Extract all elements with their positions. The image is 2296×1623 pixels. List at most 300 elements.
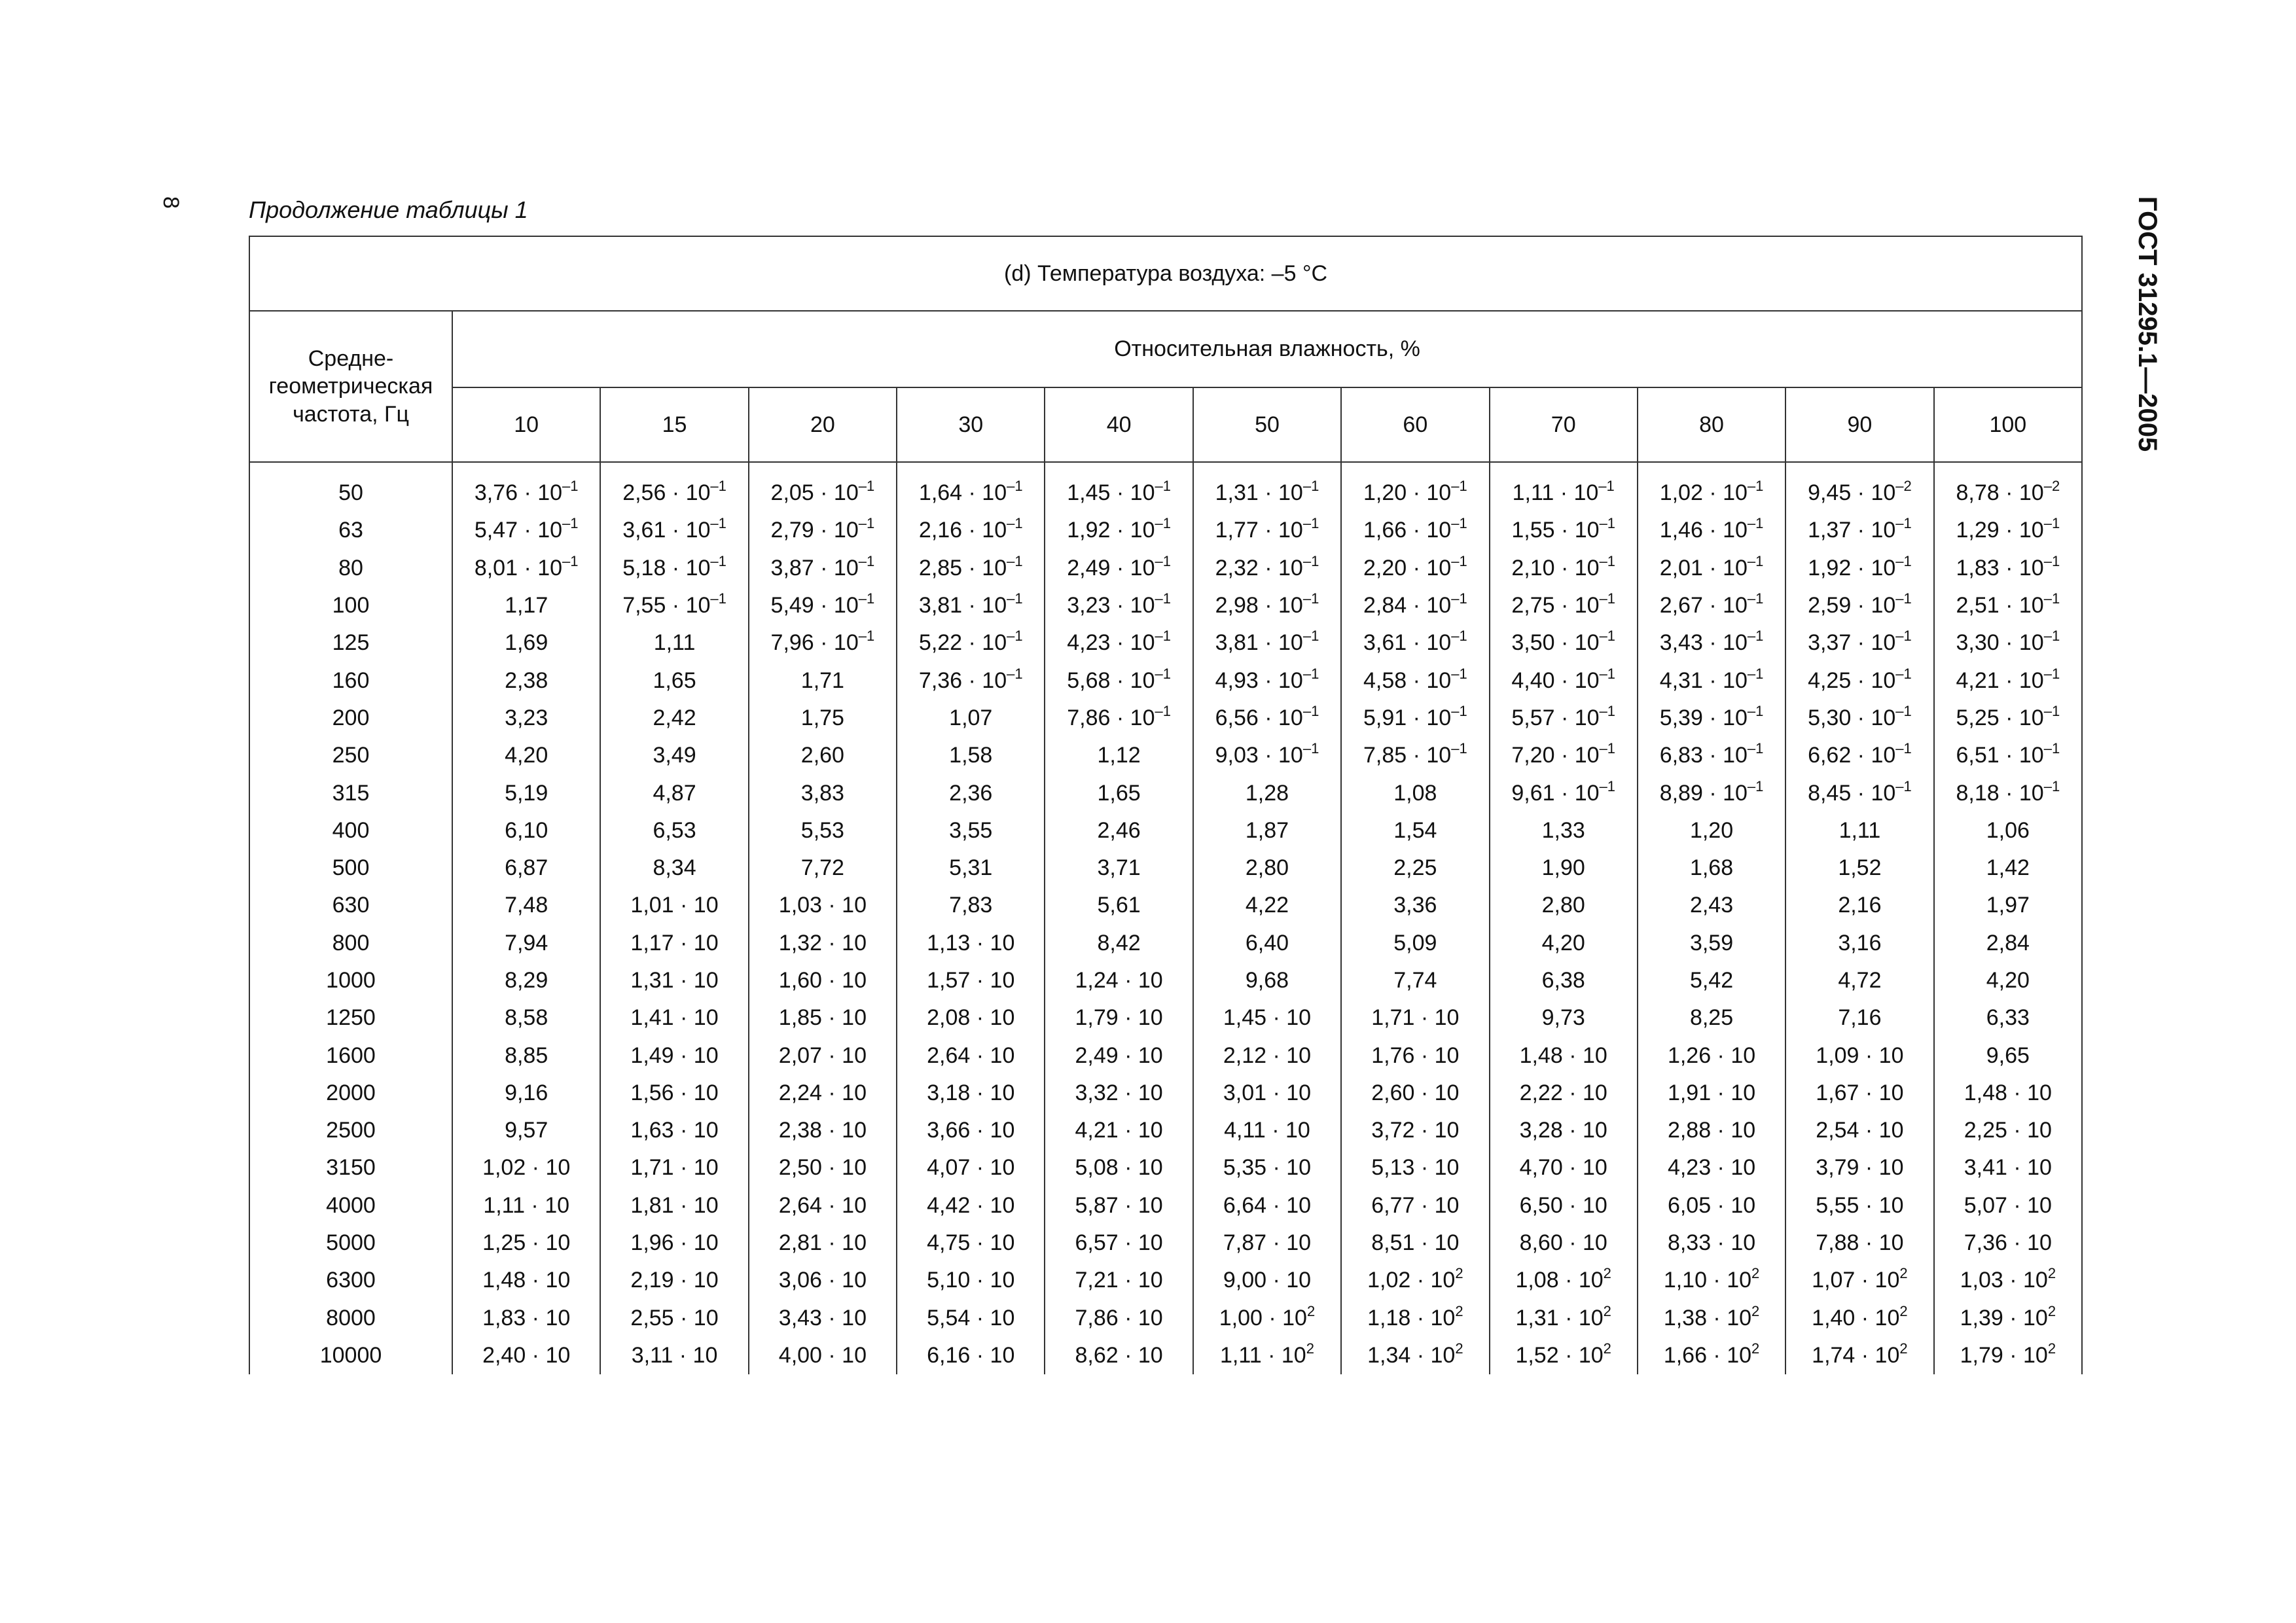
value-cell: $1,39 \cdot 10^2$ xyxy=(1934,1300,2083,1337)
value-cell: 2,84 xyxy=(1934,925,2083,962)
exponent: –1 xyxy=(1895,665,1912,682)
value-cell: $2,75 \cdot 10^{-1}$ xyxy=(1490,587,1638,624)
value-cell: 1,71 xyxy=(749,662,897,699)
table-row xyxy=(249,812,2082,849)
value-cell: 6,77 · 10 xyxy=(1341,1187,1489,1224)
value-cell: 3,49 xyxy=(600,737,748,774)
exponent: –1 xyxy=(1155,478,1171,495)
value-cell: 1,25 · 10 xyxy=(452,1224,600,1262)
value-cell: $5,25 \cdot 10^{-1}$ xyxy=(1934,700,2083,737)
exponent: –1 xyxy=(1895,777,1912,794)
value-cell: $1,83 \cdot 10^{-1}$ xyxy=(1934,550,2083,587)
table-row xyxy=(249,962,2082,999)
value-cell: 2,80 xyxy=(1490,887,1638,924)
exponent: –1 xyxy=(1302,665,1319,682)
value-cell: 3,59 xyxy=(1638,925,1785,962)
value-cell: 1,11 xyxy=(600,624,748,662)
exponent: –1 xyxy=(1747,478,1764,495)
value-cell: 1,79 · 10 xyxy=(1045,999,1193,1037)
exponent: –1 xyxy=(1747,777,1764,794)
frequency-cell: 400 xyxy=(249,812,452,849)
exponent: –1 xyxy=(1747,665,1764,682)
exponent: 2 xyxy=(1306,1340,1314,1357)
value-cell: 4,70 · 10 xyxy=(1490,1149,1638,1186)
value-cell: 1,90 xyxy=(1490,849,1638,887)
value-cell: 6,16 · 10 xyxy=(897,1337,1045,1374)
value-cell: 2,49 · 10 xyxy=(1045,1037,1193,1074)
frequency-cell: 160 xyxy=(249,662,452,699)
exponent: –1 xyxy=(1451,665,1467,682)
value-cell: 1,28 xyxy=(1193,774,1341,812)
exponent: –1 xyxy=(1302,515,1319,532)
page-number: 8 xyxy=(158,196,183,209)
exponent: –1 xyxy=(1895,552,1912,569)
value-cell: 2,42 xyxy=(600,700,748,737)
table-row xyxy=(249,587,2082,624)
value-cell: 6,50 · 10 xyxy=(1490,1187,1638,1224)
value-cell: $2,32 \cdot 10^{-1}$ xyxy=(1193,550,1341,587)
frequency-cell: 1250 xyxy=(249,999,452,1037)
value-cell: 9,57 xyxy=(452,1112,600,1149)
value-cell: $2,98 \cdot 10^{-1}$ xyxy=(1193,587,1341,624)
value-cell: 1,03 · 10 xyxy=(749,887,897,924)
exponent: –1 xyxy=(1747,740,1764,757)
value-cell: 4,72 xyxy=(1785,962,1933,999)
exponent: –1 xyxy=(1599,590,1616,607)
table-row xyxy=(249,474,2082,512)
exponent: –1 xyxy=(858,515,875,532)
value-cell: 1,57 · 10 xyxy=(897,962,1045,999)
value-cell: 1,32 · 10 xyxy=(749,925,897,962)
value-cell: 5,08 · 10 xyxy=(1045,1149,1193,1186)
value-cell: 3,72 · 10 xyxy=(1341,1112,1489,1149)
exponent: –1 xyxy=(1451,740,1467,757)
exponent: –1 xyxy=(710,515,726,532)
exponent: –1 xyxy=(1302,628,1319,645)
exponent: –1 xyxy=(1895,515,1912,532)
humidity-column-header: 40 xyxy=(1045,387,1193,462)
value-cell: 6,64 · 10 xyxy=(1193,1187,1341,1224)
exponent: –1 xyxy=(1451,628,1467,645)
exponent: –1 xyxy=(1451,552,1467,569)
value-cell: $4,40 \cdot 10^{-1}$ xyxy=(1490,662,1638,699)
value-cell: 1,48 · 10 xyxy=(1490,1037,1638,1074)
frequency-cell: 80 xyxy=(249,550,452,587)
value-cell: 4,21 · 10 xyxy=(1045,1112,1193,1149)
exponent: 2 xyxy=(1899,1302,1908,1319)
table-row xyxy=(249,774,2082,812)
exponent: –1 xyxy=(710,552,726,569)
value-cell: 2,19 · 10 xyxy=(600,1262,748,1299)
value-cell: 1,97 xyxy=(1934,887,2083,924)
value-cell: $1,34 \cdot 10^2$ xyxy=(1341,1337,1489,1374)
value-cell: $1,74 \cdot 10^2$ xyxy=(1785,1337,1933,1374)
value-cell: $1,92 \cdot 10^{-1}$ xyxy=(1045,512,1193,549)
table-row xyxy=(249,1300,2082,1337)
value-cell: $5,91 \cdot 10^{-1}$ xyxy=(1341,700,1489,737)
value-cell: 8,29 xyxy=(452,962,600,999)
value-cell: 1,75 xyxy=(749,700,897,737)
humidity-column-header: 30 xyxy=(897,387,1045,462)
value-cell: 1,96 · 10 xyxy=(600,1224,748,1262)
value-cell: 7,36 · 10 xyxy=(1934,1224,2083,1262)
frequency-cell: 500 xyxy=(249,849,452,887)
value-cell: $1,38 \cdot 10^2$ xyxy=(1638,1300,1785,1337)
exponent: –1 xyxy=(1155,665,1171,682)
frequency-column-header: Средне- геометрическая частота, Гц xyxy=(249,311,452,462)
value-cell: 9,00 · 10 xyxy=(1193,1262,1341,1299)
value-cell: 3,41 · 10 xyxy=(1934,1149,2083,1186)
value-cell: 7,74 xyxy=(1341,962,1489,999)
value-cell: 1,49 · 10 xyxy=(600,1037,748,1074)
value-cell: 1,24 · 10 xyxy=(1045,962,1193,999)
humidity-column-header: 90 xyxy=(1785,387,1933,462)
humidity-column-header: 50 xyxy=(1193,387,1341,462)
value-cell: $6,83 \cdot 10^{-1}$ xyxy=(1638,737,1785,774)
table-row xyxy=(249,999,2082,1037)
value-cell: $1,79 \cdot 10^2$ xyxy=(1934,1337,2083,1374)
frequency-cell: 1000 xyxy=(249,962,452,999)
exponent: –1 xyxy=(1451,478,1467,495)
value-cell: $3,81 \cdot 10^{-1}$ xyxy=(897,587,1045,624)
frequency-cell: 50 xyxy=(249,474,452,512)
value-cell: 5,55 · 10 xyxy=(1785,1187,1933,1224)
exponent: –1 xyxy=(1599,702,1616,719)
value-cell: $1,29 \cdot 10^{-1}$ xyxy=(1934,512,2083,549)
value-cell: 9,68 xyxy=(1193,962,1341,999)
humidity-column-header: 80 xyxy=(1638,387,1785,462)
frequency-cell: 100 xyxy=(249,587,452,624)
value-cell: 1,76 · 10 xyxy=(1341,1037,1489,1074)
value-cell: $4,25 \cdot 10^{-1}$ xyxy=(1785,662,1933,699)
value-cell: 7,88 · 10 xyxy=(1785,1224,1933,1262)
humidity-group-header: Относительная влажность, % xyxy=(452,311,2082,387)
value-cell: 9,16 xyxy=(452,1075,600,1112)
table-row xyxy=(249,1187,2082,1224)
value-cell: 6,38 xyxy=(1490,962,1638,999)
table-row xyxy=(249,1149,2082,1186)
value-cell: $2,20 \cdot 10^{-1}$ xyxy=(1341,550,1489,587)
value-cell: 3,32 · 10 xyxy=(1045,1075,1193,1112)
exponent: –1 xyxy=(1302,702,1319,719)
exponent: –1 xyxy=(562,552,579,569)
value-cell: 1,45 · 10 xyxy=(1193,999,1341,1037)
frequency-cell: 630 xyxy=(249,887,452,924)
value-cell: 8,85 xyxy=(452,1037,600,1074)
value-cell: $2,59 \cdot 10^{-1}$ xyxy=(1785,587,1933,624)
exponent: –1 xyxy=(1895,740,1912,757)
value-cell: 8,58 xyxy=(452,999,600,1037)
value-cell: 2,60 xyxy=(749,737,897,774)
value-cell: 1,48 · 10 xyxy=(452,1262,600,1299)
value-cell: $1,18 \cdot 10^2$ xyxy=(1341,1300,1489,1337)
value-cell: 1,67 · 10 xyxy=(1785,1075,1933,1112)
exponent: –1 xyxy=(1599,777,1616,794)
value-cell: $5,68 \cdot 10^{-1}$ xyxy=(1045,662,1193,699)
exponent: –1 xyxy=(1599,552,1616,569)
frequency-cell: 315 xyxy=(249,774,452,812)
value-cell: $6,56 \cdot 10^{-1}$ xyxy=(1193,700,1341,737)
value-cell: 4,20 xyxy=(452,737,600,774)
value-cell: 1,71 · 10 xyxy=(1341,999,1489,1037)
frequency-cell: 2000 xyxy=(249,1075,452,1112)
value-cell: $1,92 \cdot 10^{-1}$ xyxy=(1785,550,1933,587)
value-cell: $2,16 \cdot 10^{-1}$ xyxy=(897,512,1045,549)
value-cell: $1,66 \cdot 10^2$ xyxy=(1638,1337,1785,1374)
value-cell: $2,56 \cdot 10^{-1}$ xyxy=(600,474,748,512)
exponent: –1 xyxy=(1599,740,1616,757)
value-cell: $5,30 \cdot 10^{-1}$ xyxy=(1785,700,1933,737)
exponent: –1 xyxy=(1451,702,1467,719)
value-cell: 2,54 · 10 xyxy=(1785,1112,1933,1149)
value-cell: 2,81 · 10 xyxy=(749,1224,897,1262)
value-cell: 4,20 xyxy=(1490,925,1638,962)
value-cell: 3,55 xyxy=(897,812,1045,849)
table-row xyxy=(249,662,2082,699)
value-cell: 4,07 · 10 xyxy=(897,1149,1045,1186)
exponent: 2 xyxy=(1899,1340,1908,1357)
value-cell: $1,31 \cdot 10^2$ xyxy=(1490,1300,1638,1337)
value-cell: 9,73 xyxy=(1490,999,1638,1037)
value-cell: 1,60 · 10 xyxy=(749,962,897,999)
humidity-column-header: 100 xyxy=(1934,387,2083,462)
table-row xyxy=(249,1075,2082,1112)
value-cell: 5,31 xyxy=(897,849,1045,887)
exponent: –1 xyxy=(1007,590,1023,607)
value-cell: $1,31 \cdot 10^{-1}$ xyxy=(1193,474,1341,512)
exponent: 2 xyxy=(2047,1265,2056,1282)
exponent: 2 xyxy=(1751,1302,1760,1319)
exponent: –1 xyxy=(858,478,875,495)
value-cell: $7,20 \cdot 10^{-1}$ xyxy=(1490,737,1638,774)
value-cell: 4,42 · 10 xyxy=(897,1187,1045,1224)
value-cell: $3,50 \cdot 10^{-1}$ xyxy=(1490,624,1638,662)
value-cell: 1,68 xyxy=(1638,849,1785,887)
value-cell: 4,00 · 10 xyxy=(749,1337,897,1374)
value-cell: $5,47 \cdot 10^{-1}$ xyxy=(452,512,600,549)
value-cell: 5,35 · 10 xyxy=(1193,1149,1341,1186)
value-cell: 1,41 · 10 xyxy=(600,999,748,1037)
value-cell: $1,07 \cdot 10^2$ xyxy=(1785,1262,1933,1299)
exponent: 2 xyxy=(2047,1340,2056,1357)
exponent: –1 xyxy=(1007,478,1023,495)
exponent: –1 xyxy=(1007,515,1023,532)
value-cell: 7,21 · 10 xyxy=(1045,1262,1193,1299)
exponent: –1 xyxy=(1747,590,1764,607)
exponent: –1 xyxy=(1007,552,1023,569)
value-cell: 5,13 · 10 xyxy=(1341,1149,1489,1186)
frequency-cell: 8000 xyxy=(249,1300,452,1337)
value-cell: 1,71 · 10 xyxy=(600,1149,748,1186)
exponent: –1 xyxy=(1451,590,1467,607)
value-cell: $3,23 \cdot 10^{-1}$ xyxy=(1045,587,1193,624)
value-cell: 2,25 · 10 xyxy=(1934,1112,2083,1149)
value-cell: 5,61 xyxy=(1045,887,1193,924)
frequency-cell: 250 xyxy=(249,737,452,774)
value-cell: $4,21 \cdot 10^{-1}$ xyxy=(1934,662,2083,699)
table-row xyxy=(249,1262,2082,1299)
value-cell: $2,51 \cdot 10^{-1}$ xyxy=(1934,587,2083,624)
exponent: 2 xyxy=(1455,1265,1463,1282)
value-cell: 3,16 xyxy=(1785,925,1933,962)
exponent: –1 xyxy=(1155,515,1171,532)
value-cell: 8,25 xyxy=(1638,999,1785,1037)
value-cell: $8,78 \cdot 10^{-2}$ xyxy=(1934,474,2083,512)
value-cell: 3,01 · 10 xyxy=(1193,1075,1341,1112)
value-cell: 1,11 xyxy=(1785,812,1933,849)
value-cell: $1,66 \cdot 10^{-1}$ xyxy=(1341,512,1489,549)
exponent: –1 xyxy=(1155,590,1171,607)
frequency-cell: 3150 xyxy=(249,1149,452,1186)
value-cell: $5,22 \cdot 10^{-1}$ xyxy=(897,624,1045,662)
value-cell: 1,11 · 10 xyxy=(452,1187,600,1224)
value-cell: $6,51 \cdot 10^{-1}$ xyxy=(1934,737,2083,774)
value-cell: 1,07 xyxy=(897,700,1045,737)
value-cell: 2,46 xyxy=(1045,812,1193,849)
exponent: –1 xyxy=(1599,515,1616,532)
value-cell: 4,75 · 10 xyxy=(897,1224,1045,1262)
exponent: 2 xyxy=(1603,1302,1611,1319)
exponent: –1 xyxy=(1747,702,1764,719)
value-cell: $1,45 \cdot 10^{-1}$ xyxy=(1045,474,1193,512)
value-cell: 8,51 · 10 xyxy=(1341,1224,1489,1262)
exponent: 2 xyxy=(1751,1265,1760,1282)
exponent: –1 xyxy=(2043,740,2060,757)
exponent: 2 xyxy=(1455,1302,1463,1319)
value-cell: $9,03 \cdot 10^{-1}$ xyxy=(1193,737,1341,774)
value-cell: 7,87 · 10 xyxy=(1193,1224,1341,1262)
value-cell: $3,43 \cdot 10^{-1}$ xyxy=(1638,624,1785,662)
table-row xyxy=(249,1337,2082,1374)
exponent: –1 xyxy=(1155,628,1171,645)
value-cell: $3,76 \cdot 10^{-1}$ xyxy=(452,474,600,512)
value-cell: 1,54 xyxy=(1341,812,1489,849)
value-cell: 3,43 · 10 xyxy=(749,1300,897,1337)
exponent: –1 xyxy=(1599,665,1616,682)
value-cell: 2,22 · 10 xyxy=(1490,1075,1638,1112)
value-cell: $2,85 \cdot 10^{-1}$ xyxy=(897,550,1045,587)
value-cell: 5,07 · 10 xyxy=(1934,1187,2083,1224)
exponent: –1 xyxy=(562,515,579,532)
exponent: –1 xyxy=(1747,515,1764,532)
value-cell: $3,37 \cdot 10^{-1}$ xyxy=(1785,624,1933,662)
value-cell: 2,60 · 10 xyxy=(1341,1075,1489,1112)
value-cell: $1,46 \cdot 10^{-1}$ xyxy=(1638,512,1785,549)
frequency-cell: 2500 xyxy=(249,1112,452,1149)
value-cell: $1,00 \cdot 10^2$ xyxy=(1193,1300,1341,1337)
value-cell: 8,62 · 10 xyxy=(1045,1337,1193,1374)
frequency-cell: 10000 xyxy=(249,1337,452,1374)
exponent: –1 xyxy=(2043,590,2060,607)
value-cell: $4,31 \cdot 10^{-1}$ xyxy=(1638,662,1785,699)
exponent: –1 xyxy=(1302,552,1319,569)
value-cell: 4,22 xyxy=(1193,887,1341,924)
value-cell: 2,25 xyxy=(1341,849,1489,887)
value-cell: 3,36 xyxy=(1341,887,1489,924)
value-cell: $5,57 \cdot 10^{-1}$ xyxy=(1490,700,1638,737)
value-cell: 8,60 · 10 xyxy=(1490,1224,1638,1262)
value-cell: $6,62 \cdot 10^{-1}$ xyxy=(1785,737,1933,774)
exponent: –1 xyxy=(1007,665,1023,682)
value-cell: $2,01 \cdot 10^{-1}$ xyxy=(1638,550,1785,587)
exponent: –2 xyxy=(2043,478,2060,495)
exponent: –1 xyxy=(1599,628,1616,645)
exponent: –1 xyxy=(2043,777,2060,794)
value-cell: $1,08 \cdot 10^2$ xyxy=(1490,1262,1638,1299)
value-cell: 5,42 xyxy=(1638,962,1785,999)
value-cell: 1,09 · 10 xyxy=(1785,1037,1933,1074)
value-cell: 2,64 · 10 xyxy=(749,1187,897,1224)
value-cell: $4,23 \cdot 10^{-1}$ xyxy=(1045,624,1193,662)
value-cell: 1,08 xyxy=(1341,774,1489,812)
value-cell: $9,45 \cdot 10^{-2}$ xyxy=(1785,474,1933,512)
exponent: –1 xyxy=(2043,515,2060,532)
exponent: –1 xyxy=(2043,628,2060,645)
value-cell: 1,17 xyxy=(452,587,600,624)
value-cell: 1,48 · 10 xyxy=(1934,1075,2083,1112)
value-cell: $1,40 \cdot 10^2$ xyxy=(1785,1300,1933,1337)
value-cell: 9,65 xyxy=(1934,1037,2083,1074)
exponent: –1 xyxy=(1451,515,1467,532)
exponent: 2 xyxy=(2047,1302,2056,1319)
table-row xyxy=(249,1224,2082,1262)
value-cell: $1,64 \cdot 10^{-1}$ xyxy=(897,474,1045,512)
frequency-cell: 200 xyxy=(249,700,452,737)
value-cell: 2,64 · 10 xyxy=(897,1037,1045,1074)
table-row xyxy=(249,1112,2082,1149)
value-cell: 3,71 xyxy=(1045,849,1193,887)
value-cell: 4,23 · 10 xyxy=(1638,1149,1785,1186)
table-row xyxy=(249,512,2082,549)
value-cell: $4,93 \cdot 10^{-1}$ xyxy=(1193,662,1341,699)
value-cell: $5,49 \cdot 10^{-1}$ xyxy=(749,587,897,624)
value-cell: $8,01 \cdot 10^{-1}$ xyxy=(452,550,600,587)
value-cell: 1,85 · 10 xyxy=(749,999,897,1037)
value-cell: $8,45 \cdot 10^{-1}$ xyxy=(1785,774,1933,812)
exponent: –1 xyxy=(858,552,875,569)
value-cell: 1,06 xyxy=(1934,812,2083,849)
value-cell: 3,23 xyxy=(452,700,600,737)
value-cell: $2,49 \cdot 10^{-1}$ xyxy=(1045,550,1193,587)
attenuation-table xyxy=(249,236,2083,1374)
table-row xyxy=(249,1037,2082,1074)
exponent: 2 xyxy=(1899,1265,1908,1282)
value-cell: 2,88 · 10 xyxy=(1638,1112,1785,1149)
value-cell: 5,09 xyxy=(1341,925,1489,962)
exponent: –1 xyxy=(858,590,875,607)
value-cell: 1,33 xyxy=(1490,812,1638,849)
value-cell: 3,83 xyxy=(749,774,897,812)
value-cell: $3,61 \cdot 10^{-1}$ xyxy=(600,512,748,549)
value-cell: 2,55 · 10 xyxy=(600,1300,748,1337)
value-cell: $9,61 \cdot 10^{-1}$ xyxy=(1490,774,1638,812)
value-cell: $7,55 \cdot 10^{-1}$ xyxy=(600,587,748,624)
value-cell: 2,16 xyxy=(1785,887,1933,924)
value-cell: $3,30 \cdot 10^{-1}$ xyxy=(1934,624,2083,662)
value-cell: 7,86 · 10 xyxy=(1045,1300,1193,1337)
value-cell: 1,69 xyxy=(452,624,600,662)
exponent: –1 xyxy=(2043,665,2060,682)
frequency-cell: 63 xyxy=(249,512,452,549)
table-row xyxy=(249,887,2082,924)
value-cell: $1,37 \cdot 10^{-1}$ xyxy=(1785,512,1933,549)
value-cell: $3,61 \cdot 10^{-1}$ xyxy=(1341,624,1489,662)
value-cell: $8,18 \cdot 10^{-1}$ xyxy=(1934,774,2083,812)
exponent: –1 xyxy=(1302,740,1319,757)
value-cell: $8,89 \cdot 10^{-1}$ xyxy=(1638,774,1785,812)
value-cell: $1,55 \cdot 10^{-1}$ xyxy=(1490,512,1638,549)
value-cell: 2,36 xyxy=(897,774,1045,812)
